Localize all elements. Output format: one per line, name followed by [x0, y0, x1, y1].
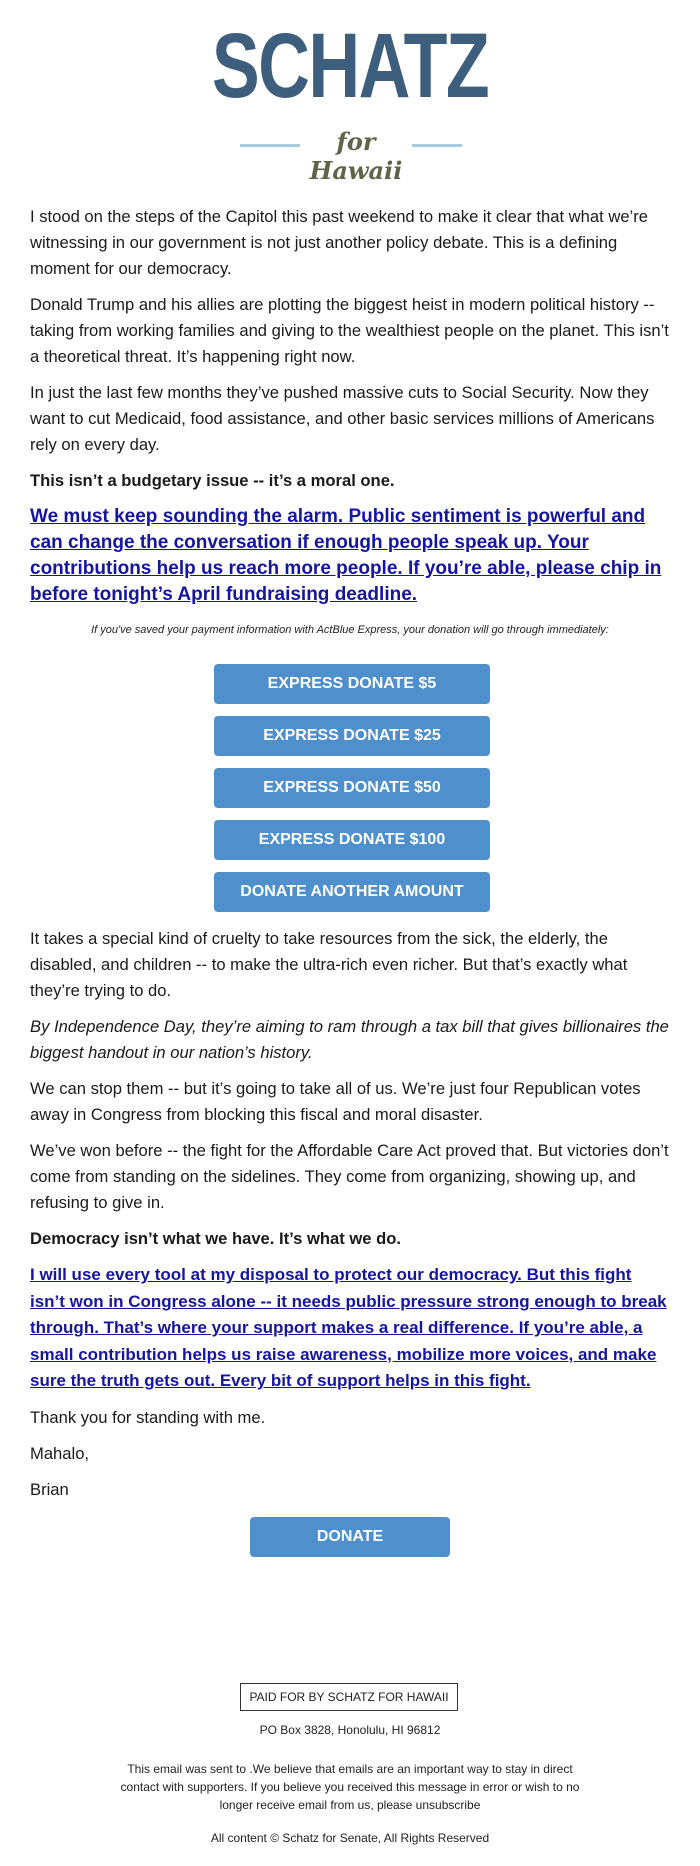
schatz-logo [0, 15, 700, 185]
paid-for-disclaimer: PAID FOR BY SCHATZ FOR HAWAII [240, 1683, 458, 1711]
logo-rule-right [412, 144, 462, 147]
logo-rule-left [240, 144, 300, 147]
support-fight-link[interactable]: I will use every tool at my disposal to protect our democracy. But this fight isn’t won in Congress alone -- it needs public pressure strong enough to break through. That’s where your support makes a real difference. If you’re able, a small contribution helps us raise awareness, mobilize more voices, and make sure the truth gets out. Every bit of support helps in this fight. [30, 1265, 667, 1390]
actblue-express-note: If you've saved your payment information with ActBlue Express, your donation will go through immediately: [91, 624, 609, 636]
body-section [30, 926, 670, 1513]
fundraising-deadline-link[interactable]: We must keep sounding the alarm. Public sentiment is powerful and can change the conversation if enough people speak up. Your contributions help us reach more people. If you’re able, please chip in before tonight’s April fundraising deadline. [30, 506, 662, 605]
copyright: All content © Schatz for Senate, All Rights Reserved [210, 1831, 490, 1845]
intro-paragraph-2: Donald Trump and his allies are plotting the biggest heist in modern political history -- taking from working families and giving to the wealthiest people on the planet. This isn’t a theoretical threat. It’s happening right now. [30, 295, 669, 366]
email-notice: This email was sent to .We believe that emails are an important way to stay in direct contact with supporters. If you believe you received this message in error or wish to no longer receive email from us, please unsubscribe [120, 1762, 580, 1812]
intro-paragraph-3: In just the last few months they’ve pushed massive cuts to Social Security. Now they want to cut Medicaid, food assistance, and other basic services millions of Americans rely on every day. [30, 383, 655, 454]
body-paragraph-1: It takes a special kind of cruelty to take resources from the sick, the elderly, the disabled, and children -- to make the ultra-rich even richer. But that’s exactly what they’re trying to do. [30, 929, 628, 1000]
express-donate-100-button[interactable]: EXPRESS DONATE $100 [214, 820, 490, 860]
logo-wordmark: SCHATZ [211, 15, 489, 117]
express-donate-5-button[interactable]: EXPRESS DONATE $5 [214, 664, 490, 704]
donate-button[interactable]: DONATE [250, 1517, 450, 1557]
signoff-line: Mahalo, [30, 1443, 90, 1463]
signature-name: Brian [30, 1479, 69, 1499]
intro-bold-statement: This isn’t a budgetary issue -- it’s a moral one. [30, 471, 395, 490]
donate-another-amount-button[interactable]: DONATE ANOTHER AMOUNT [214, 872, 490, 912]
logo-tagline: for Hawaii [309, 127, 403, 185]
express-donate-25-button[interactable]: EXPRESS DONATE $25 [214, 716, 490, 756]
intro-paragraph-1: I stood on the steps of the Capitol this past weekend to make it clear that what we’re witnessing in our government is not just another policy debate. This is a defining moment for our democracy. [30, 207, 648, 278]
body-paragraph-3: We can stop them -- but it’s going to take all of us. We’re just four Republican votes away in Congress from blocking this fiscal and moral disaster. [30, 1079, 641, 1124]
intro-section [30, 204, 670, 618]
thanks-line: Thank you for standing with me. [30, 1407, 266, 1427]
express-donate-50-button[interactable]: EXPRESS DONATE $50 [214, 768, 490, 808]
body-paragraph-4: We’ve won before -- the fight for the Affordable Care Act proved that. But victories don’t come from standing on the sidelines. They come from organizing, showing up, and refusing to give in. [30, 1141, 669, 1212]
body-paragraph-2: By Independence Day, they’re aiming to ram through a tax bill that gives billionaires the biggest handout in our nation’s history. [30, 1017, 669, 1062]
mailing-address: PO Box 3828, Honolulu, HI 96812 [259, 1723, 441, 1737]
body-bold-statement: Democracy isn’t what we have. It’s what we do. [30, 1229, 402, 1248]
